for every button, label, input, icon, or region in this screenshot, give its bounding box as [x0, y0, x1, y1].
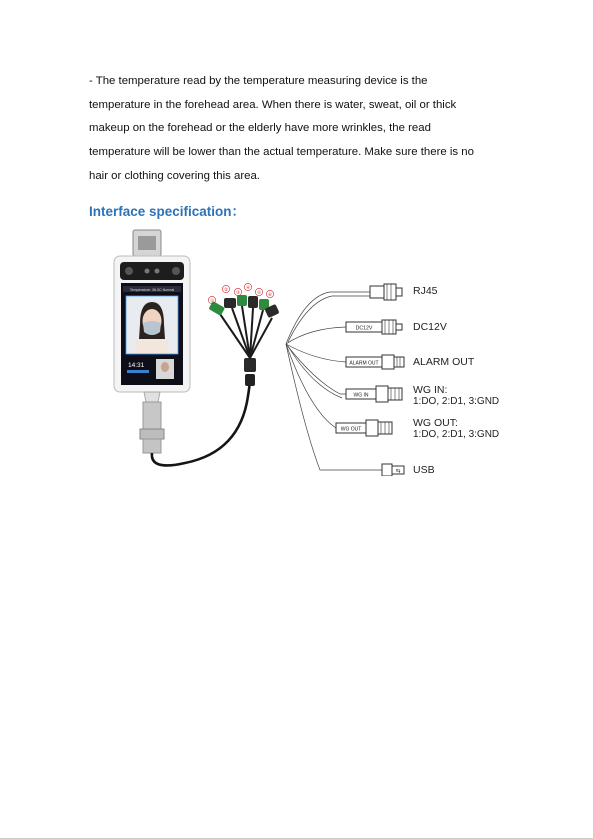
rj45-label: RJ45 [413, 285, 438, 297]
wg-out-label: WG OUT: [413, 417, 458, 429]
dc12v-tag: DC12V [355, 325, 373, 332]
connector-alarm-out [346, 355, 404, 369]
connector-wg-in [346, 386, 402, 402]
wg-in-label: WG IN: [413, 384, 448, 396]
dc12v-label: DC12V [413, 321, 447, 333]
cable-tag: ④ [245, 286, 251, 291]
cable-tag: ⑤ [256, 291, 262, 296]
interface-diagram [100, 226, 510, 476]
section-heading: Interface specification： [89, 204, 246, 219]
cable-tag: ③ [235, 291, 241, 296]
connector-dc12v [346, 320, 402, 334]
mounting-pole [143, 402, 161, 432]
connector-rj45 [370, 284, 402, 300]
paragraph-line: temperature in the forehead area. When there is water, sweat, oil or thick [89, 98, 457, 111]
paragraph-line: hair or clothing covering this area. [89, 169, 260, 182]
cable-tag: ② [223, 288, 229, 293]
alarm-out-label: ALARM OUT [413, 356, 475, 368]
wg-in-pins: 1:DO, 2:D1, 3:GND [413, 396, 500, 407]
schematic-lines [286, 292, 382, 470]
wg-out-tag: WG OUT [340, 426, 362, 433]
alarm-out-tag: ALARM OUT [349, 360, 379, 367]
usb-icon: ⇆ [395, 468, 401, 475]
cable-tag: ① [209, 299, 215, 304]
cable-tag: ⑥ [267, 293, 273, 298]
paragraph-line: makeup on the forehead or the elderly have more wrinkles, the read [89, 122, 431, 135]
wg-in-tag: WG IN [353, 392, 369, 399]
wg-out-pins: 1:DO, 2:D1, 3:GND [413, 429, 500, 440]
paragraph-line: temperature will be lower than the actual temperature. Make sure there is no [89, 146, 474, 159]
connector-wg-out [336, 420, 392, 436]
usb-label: USB [413, 464, 435, 476]
connector-usb [382, 464, 404, 476]
screen-time: 14:31 [128, 362, 145, 369]
body-paragraph [89, 70, 509, 189]
screen-header-text: Temperature: 36.0C Normal [129, 287, 175, 292]
paragraph-line: - The temperature read by the temperature measuring device is the [89, 75, 428, 87]
